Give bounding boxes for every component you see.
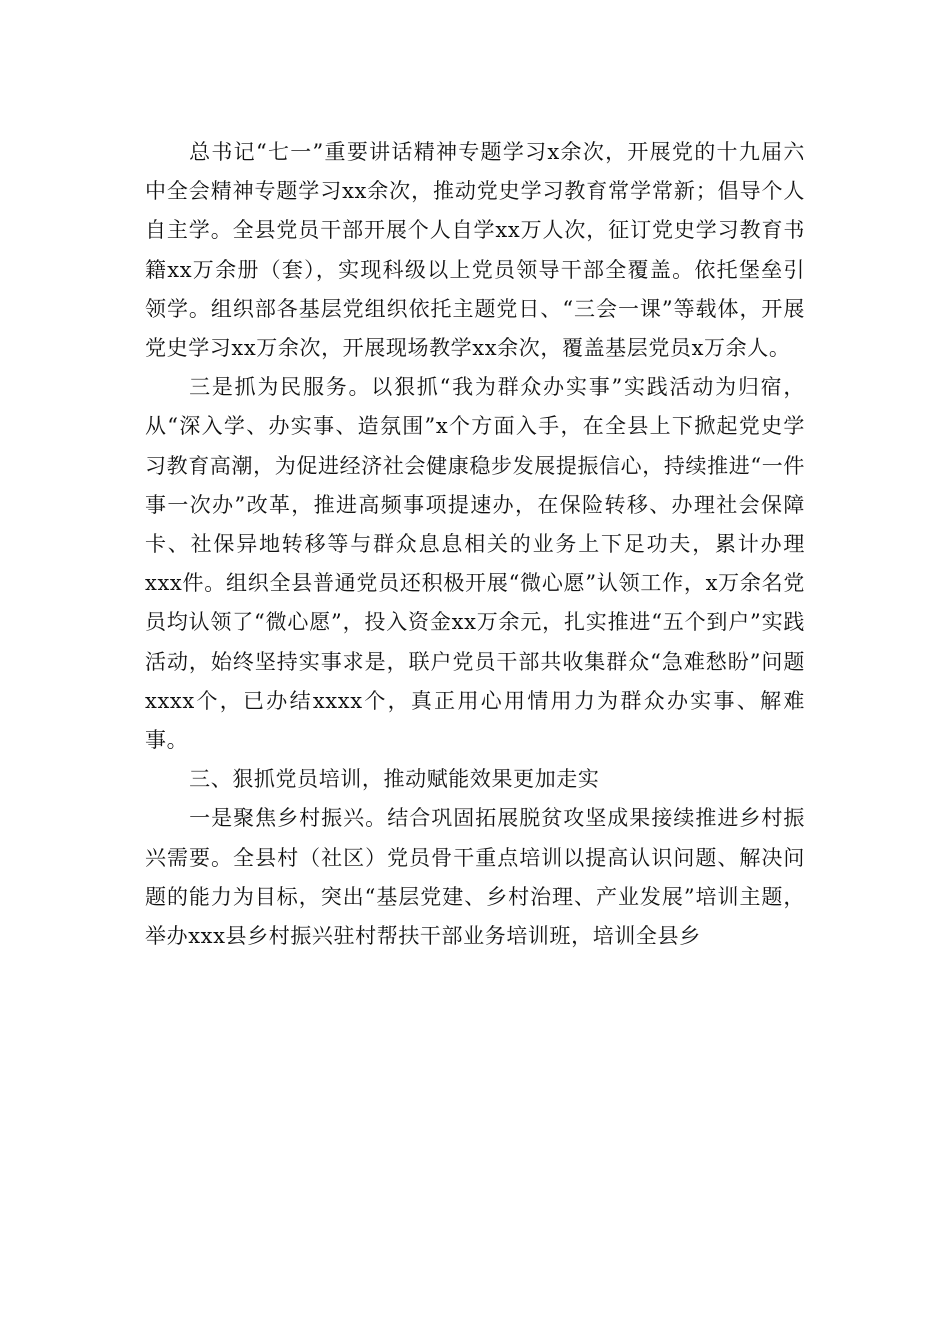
- section-heading-training: 三、狠抓党员培训，推动赋能效果更加走实: [189, 767, 600, 792]
- paragraph-continuation: 总书记“七一”重要讲话精神专题学习x余次，开展党的十九届六中全会精神专题学习xx余次，推动党史学习教育常学常新；倡导个人自主学。全县党员干部开展个人自学xx万人次，征订党史学习教育书籍xx万余册（套），实现科级以上党员领导干部全覆盖。依托堡垒引领学。组织部各基层党组织依托主题党日、“三会一课”等载体，开展党史学习xx万余次，开展现场教学xx余次，覆盖基层党员x万余人。: [145, 140, 805, 361]
- body-text: [145, 133, 805, 956]
- paragraph-rural-revitalization: 一是聚焦乡村振兴。结合巩固拓展脱贫攻坚成果接续推进乡村振兴需要。全县村（社区）党员骨干重点培训以提高认识问题、解决问题的能力为目标，突出“基层党建、乡村治理、产业发展”培训主题，举办xxx县乡村振兴驻村帮扶干部业务培训班，培训全县乡: [145, 806, 805, 949]
- paragraph-serve-people: 三是抓为民服务。以狠抓“我为群众办实事”实践活动为归宿，从“深入学、办实事、造氛围”x个方面入手，在全县上下掀起党史学习教育高潮，为促进经济社会健康稳步发展提振信心，持续推进“一件事一次办”改革，推进高频事项提速办，在保险转移、办理社会保障卡、社保异地转移等与群众息息相关的业务上下足功夫，累计办理xxx件。组织全县普通党员还积极开展“微心愿”认领工作，x万余名党员均认领了“微心愿”，投入资金xx万余元，扎实推进“五个到户”实践活动，始终坚持实事求是，联户党员干部共收集群众“急难愁盼”问题xxxx个，已办结xxxx个，真正用心用情用力为群众办实事、解难事。: [145, 375, 805, 753]
